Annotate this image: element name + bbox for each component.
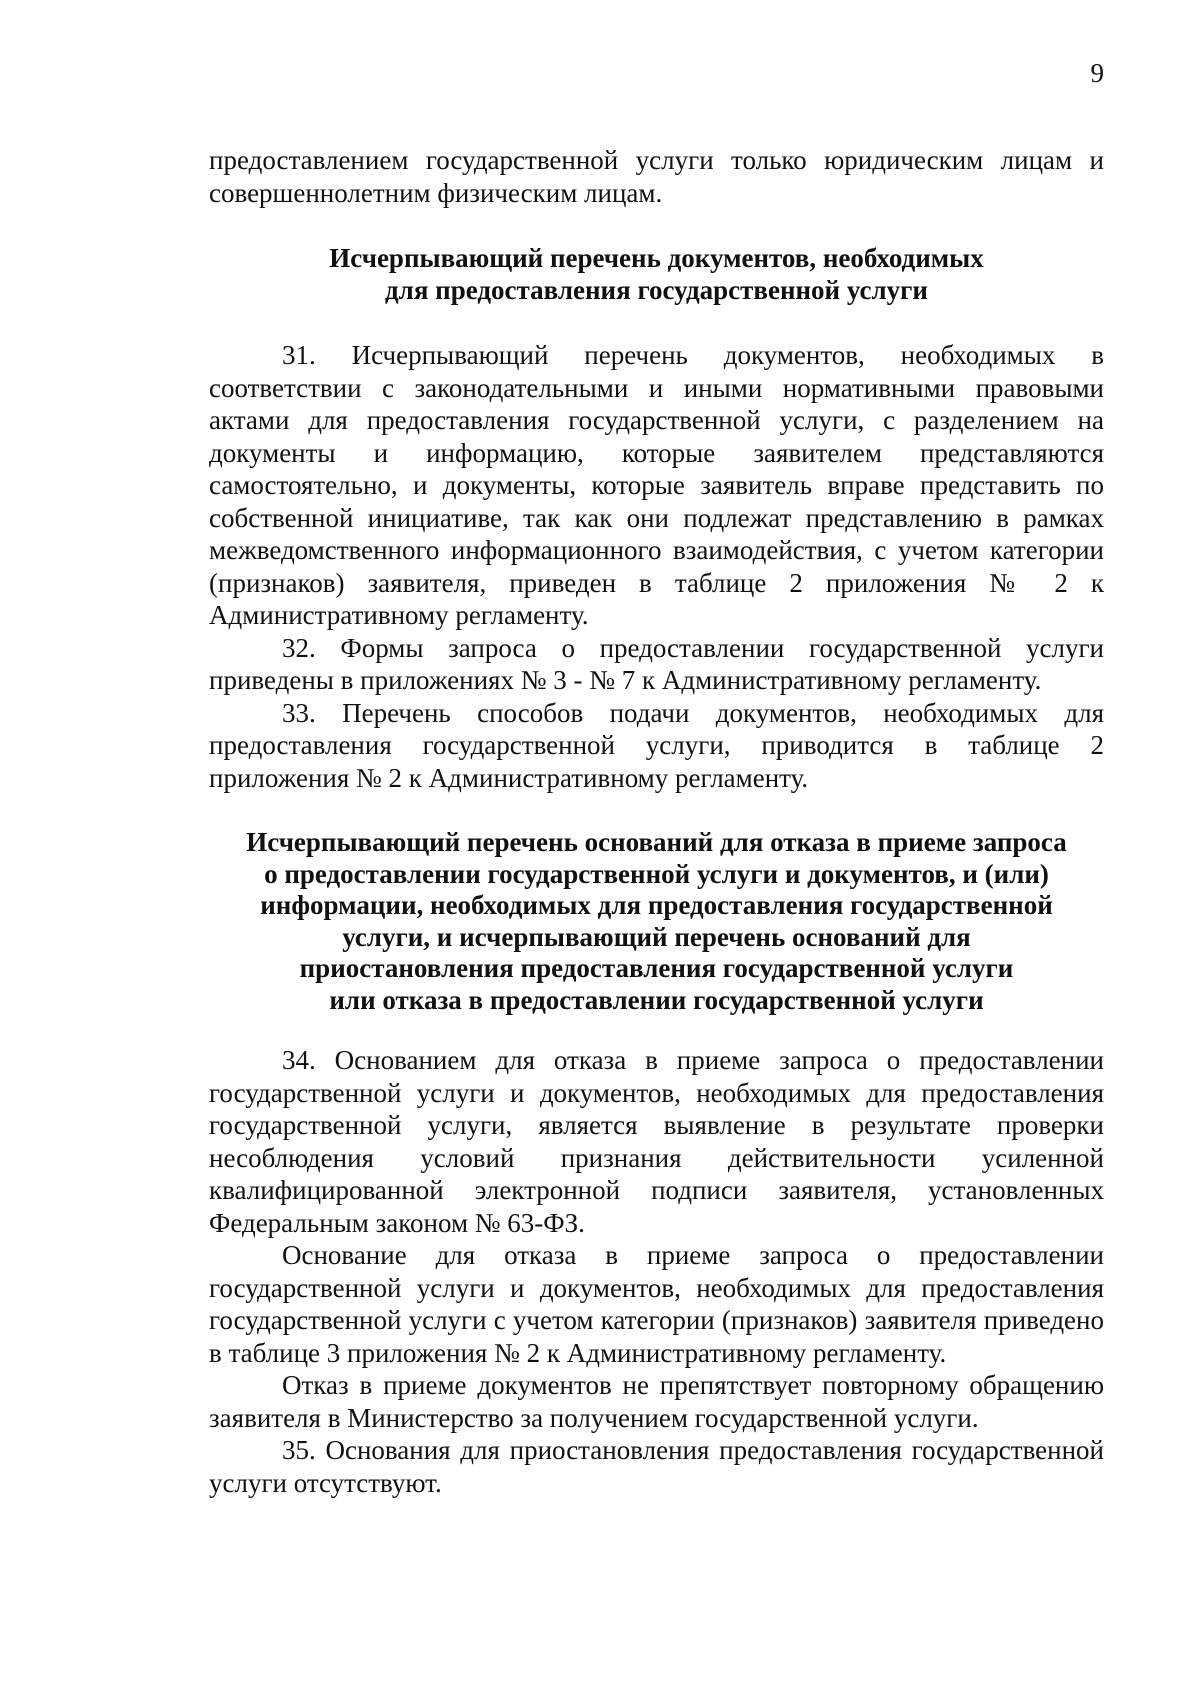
heading-line: услуги, и исчерпывающий перечень оснований для [342, 921, 971, 952]
document-page [209, 0, 1104, 1695]
paragraph-refusal-basis: Основание для отказа в приеме запроса о предоставлении государственной услуги и документов, необходимых для предоставления государственной услуги с учетом категории (признаков) заявителя приведено в таблице 3 приложения № 2 к Административному регламенту. [209, 1240, 1104, 1368]
heading-line: для предоставления государственной услуги [385, 274, 928, 305]
heading-line: о предоставлении государственной услуги и документов, и (или) [264, 858, 1049, 889]
section-heading-documents [209, 243, 1104, 306]
heading-line: или отказа в предоставлении государственной услуги [329, 984, 984, 1015]
section-heading-refusal-grounds [209, 827, 1104, 1016]
paragraph-33: 33. Перечень способов подачи документов, необходимых для предоставления государственной услуги, приводится в таблице 2 приложения № 2 к Административному регламенту. [209, 697, 1104, 793]
heading-line: Исчерпывающий перечень документов, необходимых [329, 243, 984, 273]
heading-line: информации, необходимых для предоставления государственной [260, 890, 1053, 920]
paragraph-32: 32. Формы запроса о предоставлении государственной услуги приведены в приложениях № 3 - № 7 к Административному регламенту. [209, 632, 1104, 695]
page-content [209, 144, 1104, 1499]
page-number: 9 [1090, 58, 1104, 88]
paragraph-34: 34. Основанием для отказа в приеме запроса о предоставлении государственной услуги и документов, необходимых для предоставления государственной услуги, является выявление в результате проверки несоблюдения условий признания действительности усиленной квалифицированной электронной подписи заявителя, установленных Федеральным законом № 63-ФЗ. [209, 1045, 1104, 1238]
paragraph-refusal-no-obstacle: Отказ в приеме документов не препятствует повторному обращению заявителя в Министерство за получением государственной услуги. [209, 1370, 1104, 1433]
heading-line: Исчерпывающий перечень оснований для отказа в приеме запроса [246, 827, 1067, 857]
intro-paragraph: предоставлением государственной услуги только юридическим лицам и совершеннолетним физическим лицам. [209, 145, 1104, 208]
heading-line: приостановления предоставления государственной услуги [299, 953, 1014, 983]
paragraph-31: 31. Исчерпывающий перечень документов, необходимых в соответствии с законодательными и иными нормативными правовыми актами для предоставления государственной услуги, с разделением на документы и информацию, которые заявителем представляются самостоятельно, и документы, которые заявитель вправе представить по собственной инициативе, так как они подлежат представлению в рамках межведомственного информационного взаимодействия, с учетом категории (признаков) заявителя, приведен в таблице 2 приложения № 2 к Административному регламенту. [209, 340, 1104, 630]
paragraph-35: 35. Основания для приостановления предоставления государственной услуги отсутствуют. [209, 1435, 1104, 1498]
